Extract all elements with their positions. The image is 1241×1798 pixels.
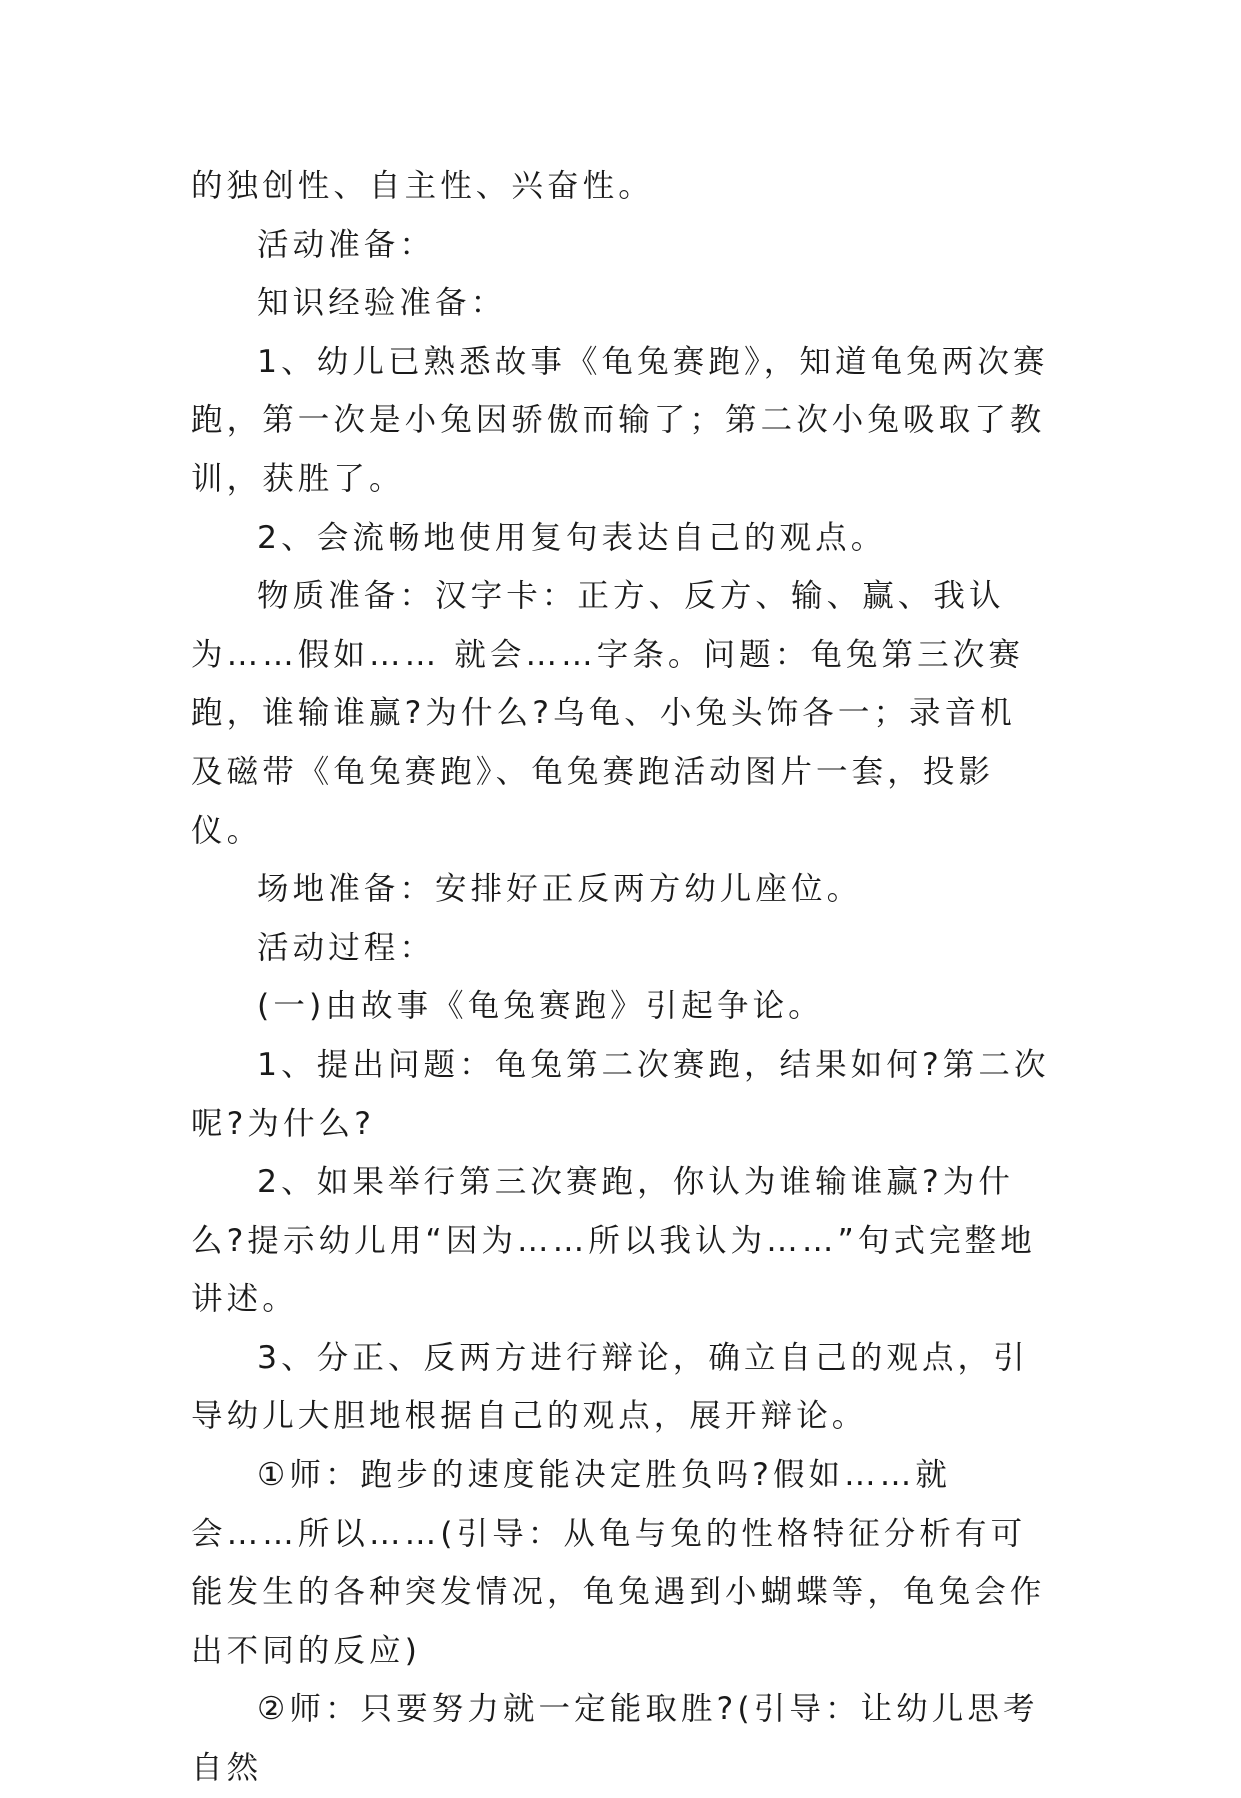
paragraph: 物质准备：汉字卡：正方、反方、输、赢、我认为……假如…… 就会……字条。问题：龟兔第三次赛跑，谁输谁赢?为什么?乌龟、小兔头饰各一；录音机及磁带《龟兔赛跑》、龟兔赛跑活动图片一套，投影仪。 bbox=[191, 578, 1024, 849]
paragraph: 1、提出问题：龟兔第二次赛跑，结果如何?第二次呢?为什么? bbox=[191, 1046, 1050, 1142]
document-body bbox=[191, 157, 1051, 1798]
paragraph: 活动准备： bbox=[257, 226, 436, 263]
paragraph: 场地准备：安排好正反两方幼儿座位。 bbox=[257, 871, 863, 908]
paragraph: 活动过程： bbox=[257, 929, 436, 966]
paragraph: 3、分正、反两方进行辩论，确立自己的观点，引导幼儿大胆地根据自己的观点，展开辩论。 bbox=[191, 1339, 1029, 1435]
paragraph: 的独创性、自主性、兴奋性。 bbox=[191, 168, 654, 204]
paragraph: 知识经验准备： bbox=[257, 285, 507, 322]
paragraph: 1、幼儿已熟悉故事《龟兔赛跑》，知道龟兔两次赛跑，第一次是小兔因骄傲而输了；第二次小兔吸取了教训，获胜了。 bbox=[191, 343, 1049, 497]
paragraph: 2、会流畅地使用复句表达自己的观点。 bbox=[257, 519, 887, 556]
paragraph: 2、如果举行第三次赛跑，你认为谁输谁赢?为什么?提示幼儿用“因为……所以我认为……”句式完整地讲述。 bbox=[191, 1164, 1036, 1318]
paragraph: ①师：跑步的速度能决定胜负吗?假如……就会……所以……(引导：从龟与兔的性格特征分析有可能发生的各种突发情况，龟兔遇到小蝴蝶等，龟兔会作出不同的反应) bbox=[191, 1457, 1046, 1669]
paragraph: (一)由故事《龟兔赛跑》引起争论。 bbox=[257, 988, 824, 1025]
paragraph: ②师：只要努力就一定能取胜?(引导：让幼儿思考自然 bbox=[191, 1691, 1039, 1787]
